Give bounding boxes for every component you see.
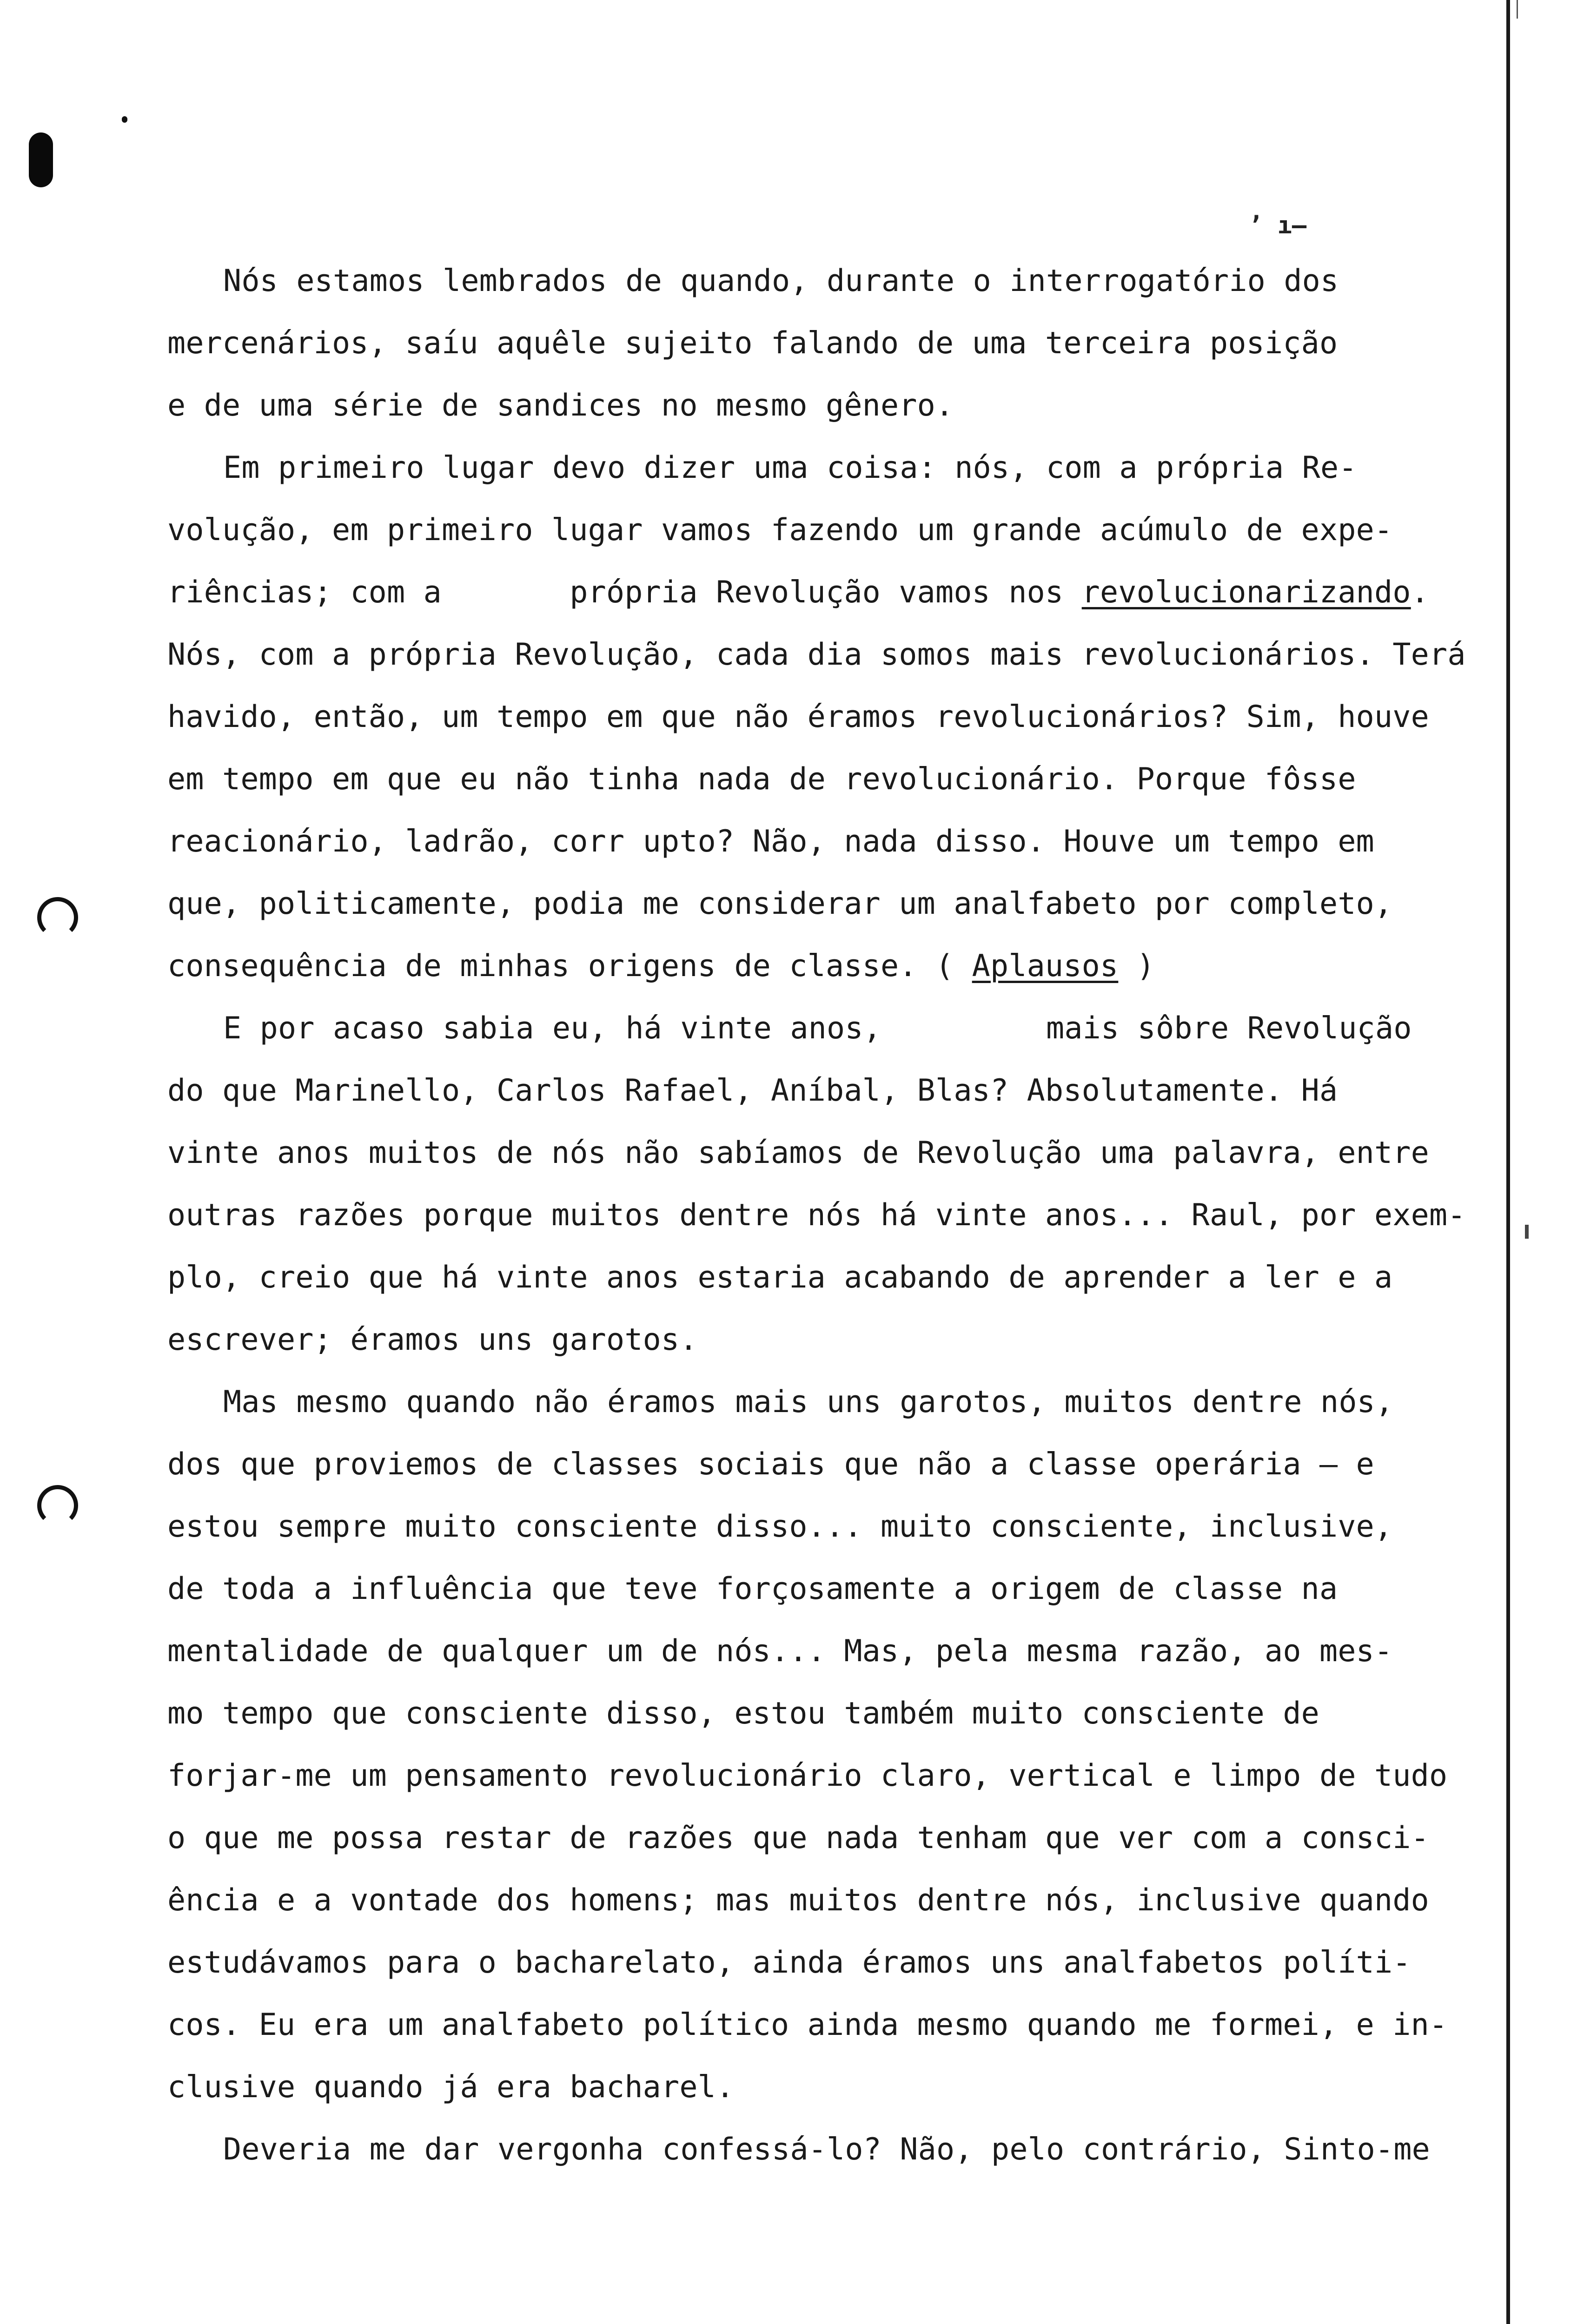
text-segment: ) [1118, 949, 1155, 984]
text-line: Nós estamos lembrados de quando, durante o interrogatório dos [223, 264, 1339, 298]
text-line: do que Marinello, Carlos Rafael, Aníbal, Blas? Absolutamente. Há [167, 1073, 1338, 1108]
page-right-edge [1506, 0, 1510, 2324]
text-line: estou sempre muito consciente disso... muito consciente, inclusive, [167, 1509, 1393, 1544]
text-line [167, 574, 1429, 611]
text-line: que, politicamente, podia me considerar um analfabeto por completo, [167, 886, 1393, 921]
binder-ring-mark [37, 1485, 78, 1526]
text-line: clusive quando já era bacharel. [167, 2070, 735, 2105]
text-line [167, 948, 1155, 985]
text-segment: consequência de minhas origens de classe. ( [167, 949, 972, 984]
text-line: Nós, com a própria Revolução, cada dia somos mais revolucionários. Terá [167, 637, 1466, 672]
text-line: Mas mesmo quando não éramos mais uns garotos, muitos dentre nós, [223, 1385, 1394, 1419]
text-line: estudávamos para o bacharelato, ainda éramos uns analfabetos políti- [167, 1945, 1411, 1980]
text-line: Em primeiro lugar devo dizer uma coisa: nós, com a própria Re- [223, 450, 1357, 485]
text-line: havido, então, um tempo em que não éramos revolucionários? Sim, houve [167, 700, 1429, 734]
text-line: o que me possa restar de razões que nada tenham que ver com a consci- [167, 1821, 1429, 1855]
text-line: cos. Eu era um analfabeto político ainda mesmo quando me formei, e in- [167, 2007, 1448, 2042]
text-line: mo tempo que consciente disso, estou também muito consciente de [167, 1696, 1319, 1731]
binder-ring-mark [37, 897, 78, 938]
text-line: dos que proviemos de classes sociais que não a classe operária — e [167, 1447, 1374, 1482]
text-line: escrever; éramos uns garotos. [167, 1322, 698, 1357]
text-line: E por acaso sabia eu, há vinte anos, mais sôbre Revolução [223, 1011, 1412, 1046]
text-line: mentalidade de qualquer um de nós... Mas, pela mesma razão, ao mes- [167, 1634, 1393, 1669]
text-segment: riências; com a própria Revolução vamos nos [167, 575, 1082, 610]
punch-hole-mark [29, 132, 53, 187]
text-line: e de uma série de sandices no mesmo gênero. [167, 388, 954, 423]
text-line: vinte anos muitos de nós não sabíamos de Revolução uma palavra, entre [167, 1136, 1429, 1170]
text-line: plo, creio que há vinte anos estaria acabando de aprender a ler e a [167, 1260, 1393, 1295]
text-line: ência e a vontade dos homens; mas muitos dentre nós, inclusive quando [167, 1883, 1429, 1918]
text-line: outras razões porque muitos dentre nós há vinte anos... Raul, por exem- [167, 1198, 1466, 1233]
text-segment: . [1411, 575, 1430, 610]
page-right-edge-faint [1517, 0, 1518, 19]
underlined-word: Aplausos [972, 949, 1119, 984]
text-line: Deveria me dar vergonha confessá-lo? Não, pelo contrário, Sinto-me [223, 2132, 1430, 2167]
text-line: reacionário, ladrão, corr upto? Não, nada disso. Houve um tempo em [167, 824, 1374, 859]
text-line: em tempo em que eu não tinha nada de revolucionário. Porque fôsse [167, 762, 1356, 797]
margin-tick-mark [1525, 1225, 1529, 1239]
text-line: de toda a influência que teve forçosamente a origem de classe na [167, 1571, 1338, 1606]
corner-handwritten-mark: ’ ı— [1248, 211, 1307, 239]
text-line: mercenários, saíu aquêle sujeito falando de uma terceira posição [167, 326, 1338, 361]
text-line: forjar-me um pensamento revolucionário claro, vertical e limpo de tudo [167, 1758, 1448, 1793]
text-line: volução, em primeiro lugar vamos fazendo um grande acúmulo de expe- [167, 513, 1393, 548]
ink-speck [122, 116, 127, 123]
underlined-word: revolucionarizando [1081, 575, 1411, 610]
